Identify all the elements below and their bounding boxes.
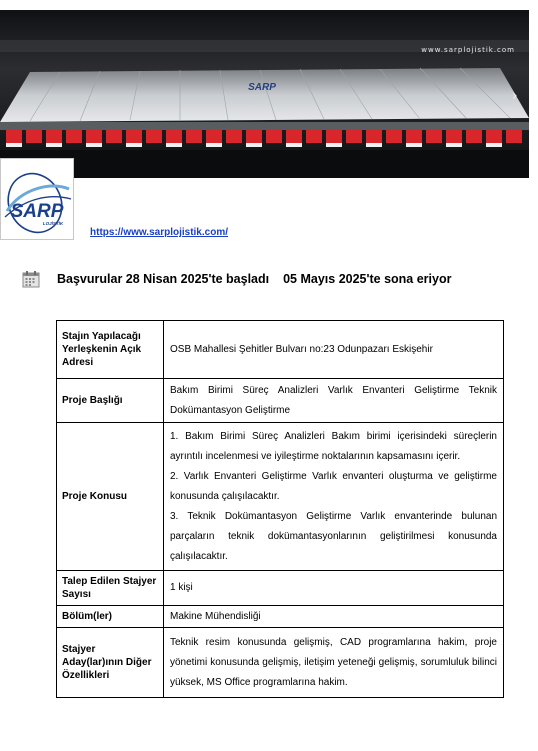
internship-details-table: [56, 320, 504, 698]
application-start-date: Başvurular 28 Nisan 2025'te başladı: [57, 272, 270, 286]
row-value: 1 kişi: [164, 571, 504, 606]
banner-url-text: www.sarplojistik.com: [421, 46, 515, 54]
row-label: Stajyer Aday(lar)ının Diğer Özellikleri: [57, 628, 164, 698]
row-label: Stajın Yapılacağı Yerleşkenin Açık Adresi: [57, 321, 164, 379]
banner-roof-logo: SARP: [248, 82, 276, 93]
row-value: 1. Bakım Birimi Süreç Analizleri Bakım birimi içerisindeki süreçlerin ayrıntılı incelenmesi ve iyileştirme noktalarının kapsamasını içerir. 2. Varlık Envanteri Geliştirme Varlık envanteri oluşturma ve geliştirme konusunda çalışılacaktır. 3. Teknik Dokümantasyon Geliştirme Varlık envanterinde bulunan parçaların teknik dokümantasyonlarının geliştirilmesi konusunda çalışılacaktır.: [164, 423, 504, 571]
table-row: [57, 571, 504, 606]
application-dates: [22, 270, 451, 288]
row-label: Talep Edilen Stajyer Sayısı: [57, 571, 164, 606]
logo-sub-text: LOJİSTİK: [42, 221, 64, 226]
table-row: [57, 379, 504, 423]
row-value: OSB Mahallesi Şehitler Bulvarı no:23 Odunpazarı Eskişehir: [164, 321, 504, 379]
company-logo: [0, 158, 74, 240]
table-row: [57, 628, 504, 698]
row-value: Makine Mühendisliği: [164, 606, 504, 628]
company-website-link[interactable]: https://www.sarplojistik.com/: [90, 227, 228, 238]
row-value: Bakım Birimi Süreç Analizleri Varlık Envanteri Geliştirme Teknik Dokümantasyon Geliştirme: [164, 379, 504, 423]
row-label: Proje Başlığı: [57, 379, 164, 423]
row-label: Proje Konusu: [57, 423, 164, 571]
banner-next-arrow-icon: ›: [512, 88, 518, 104]
application-end-date: 05 Mayıs 2025'te sona eriyor: [283, 272, 452, 286]
row-label: Bölüm(ler): [57, 606, 164, 628]
row-value: Teknik resim konusunda gelişmiş, CAD programlarına hakim, proje yönetimi konusunda gelişmiş, iletişim yeteneği gelişmiş, sorumluluk bilinci yüksek, MS Office programlarına hakim.: [164, 628, 504, 698]
header-banner-image: [0, 10, 529, 178]
logo-main-text: SARP: [10, 201, 64, 222]
calendar-icon: [22, 270, 40, 288]
application-dates-text: [57, 272, 451, 286]
table-row: [57, 423, 504, 571]
table-row: [57, 606, 504, 628]
table-row: [57, 321, 504, 379]
